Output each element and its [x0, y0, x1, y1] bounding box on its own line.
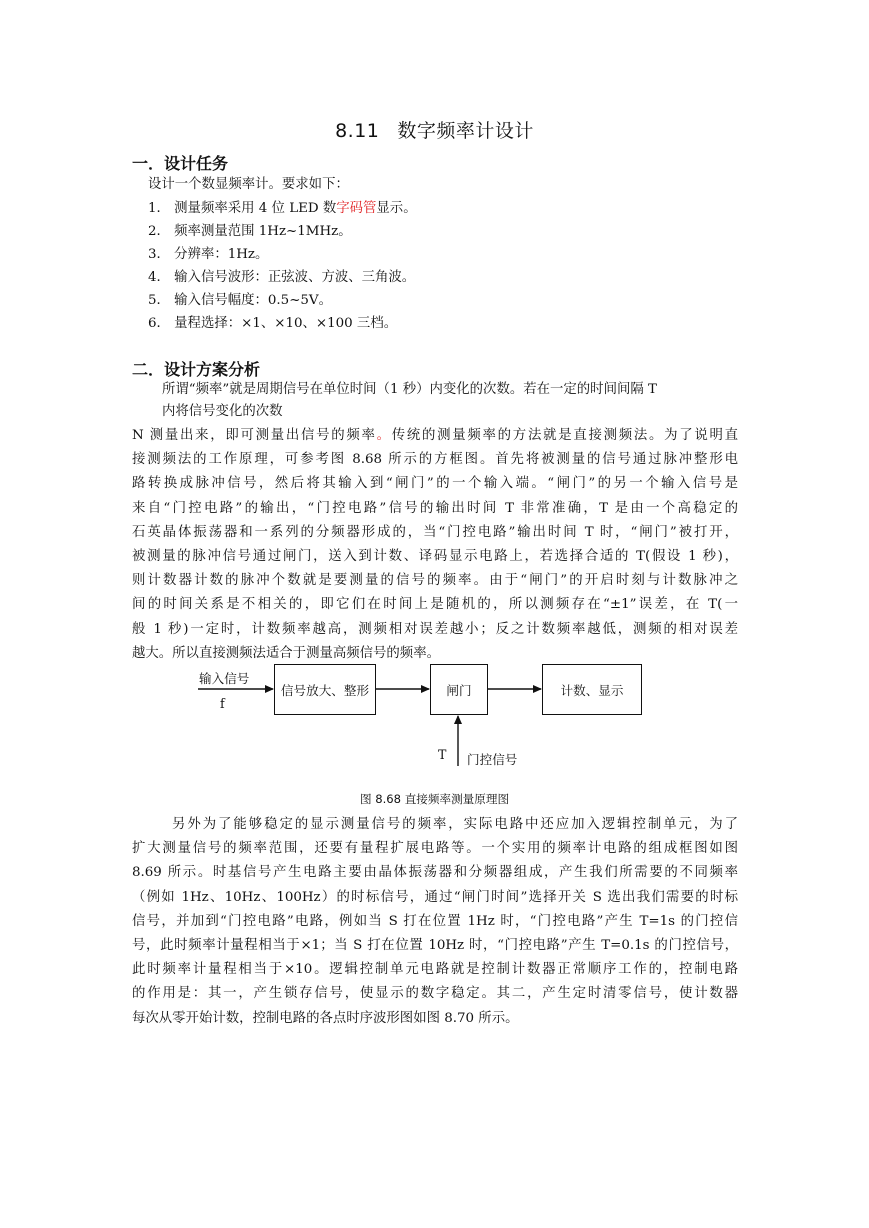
paragraph-line: 被测量的脉冲信号通过闸门，送入到计数、译码显示电路上，若选择合适的 T(假设 1 秒)， [132, 549, 738, 565]
section-title-text: 数字频率计设计 [397, 120, 534, 142]
highlighted-text: 字码管 [336, 201, 377, 216]
gate-control-label: 门控信号 [467, 752, 518, 767]
paragraph-line: N 测量出来，即可测量出信号的频率。传统的测量频率的方法就是直接测频法。为了说明直 [132, 428, 738, 443]
paragraph-line: 每次从零开始计数，控制电路的各点时序波形图如图 8.70 所示。 [132, 1010, 519, 1026]
paragraph-line: （例如 1Hz、10Hz、100Hz）的时标信号，通过“闸门时间”选择开关 S 选出我们需要的时标 [132, 889, 738, 905]
requirement-item: 1． 测量频率采用 4 位 LED 数字码管显示。 [148, 201, 417, 216]
figure-caption: 图 8.68 直接频率测量原理图 [359, 792, 510, 806]
amplifier-shaper-box: 信号放大、整形 [274, 664, 376, 715]
requirement-item: 5． 输入信号幅度：0.5~5V。 [148, 293, 332, 308]
requirement-item: 3． 分辨率：1Hz。 [148, 247, 269, 262]
paragraph-line: 内将信号变化的次数 [162, 404, 283, 419]
paragraph-line: 间的时间关系是不相关的，即它们在时间上是随机的，所以测频存在“±1”误差，在 T(一 [132, 597, 738, 613]
paragraph-line: 此时频率计量程相当于×10。逻辑控制单元电路就是控制计数器正常顺序工作的，控制电路 [132, 962, 738, 978]
section-number: 8.11 [335, 120, 380, 142]
requirement-item: 6． 量程选择：×1、×10、×100 三档。 [148, 316, 398, 331]
paragraph-line: 越大。所以直接测频法适合于测量高频信号的频率。 [132, 645, 440, 661]
paragraph-line: 信号，并加到“门控电路”电路，例如当 S 打在位置 1Hz 时，“门控电路”产生 T=1s 的门控信 [132, 913, 738, 929]
paragraph-line: 路转换成脉冲信号，然后将其输入到“闸门”的一个输入端。“闸门”的另一个输入信号是 [132, 476, 738, 492]
paragraph-line: 石英晶体振荡器和一系列的分频器形成的，当“门控电路”输出时间 T 时，“闸门”被打开， [132, 524, 738, 540]
paragraph-line: 扩大测量信号的频率范围，还要有量程扩展电路等。一个实用的频率计电路的组成框图如图 [132, 841, 738, 857]
heading-scheme-analysis: 二．设计方案分析 [132, 360, 261, 379]
requirements-intro: 设计一个数显频率计。要求如下： [148, 177, 349, 192]
gate-box: 闸门 [430, 664, 488, 715]
gate-time-symbol: T [438, 747, 447, 762]
paragraph-line: 号，此时频率计量程相当于×1；当 S 打在位置 10Hz 时，“门控电路”产生 T=0.1s 的门控信号， [132, 938, 738, 954]
paragraph-line: 8.69 所示。时基信号产生电路主要由晶体振荡器和分频器组成，产生我们所需要的不同频率 [132, 865, 738, 881]
paragraph-line: 所谓“频率”就是周期信号在单位时间（1 秒）内变化的次数。若在一定的时间间隔 T [162, 382, 657, 397]
paragraph-line: 来自“门控电路”的输出，“门控电路”信号的输出时间 T 非常准确，T 是由一个高稳定的 [132, 500, 738, 516]
input-signal-label: 输入信号 [199, 671, 250, 686]
paragraph-line: 另外为了能够稳定的显示测量信号的频率，实际电路中还应加入逻辑控制单元，为了 [172, 817, 738, 832]
input-frequency-symbol: f [220, 696, 225, 711]
paragraph-line: 则计数器计数的脉冲个数就是要测量的信号的频率。由于“闸门”的开启时刻与计数脉冲之 [132, 573, 738, 589]
paragraph-line: 般 1 秒)一定时，计数频率越高，测频相对误差越小；反之计数频率越低，测频的相对误差 [132, 621, 738, 637]
paragraph-practical-circuit [132, 813, 738, 1031]
heading-design-task: 一．设计任务 [132, 154, 229, 173]
counter-display-box: 计数、显示 [542, 664, 642, 715]
requirement-item: 4． 输入信号波形：正弦波、方波、三角波。 [148, 270, 416, 285]
requirement-item: 2． 频率测量范围 1Hz~1MHz。 [148, 224, 352, 239]
paragraph-line: 接测频法的工作原理，可参考图 8.68 所示的方框图。首先将被测量的信号通过脉冲整形电 [132, 452, 738, 468]
paragraph-line: 的作用是：其一，产生锁存信号，使显示的数字稳定。其二，产生定时清零信号，使计数器 [132, 986, 738, 1002]
